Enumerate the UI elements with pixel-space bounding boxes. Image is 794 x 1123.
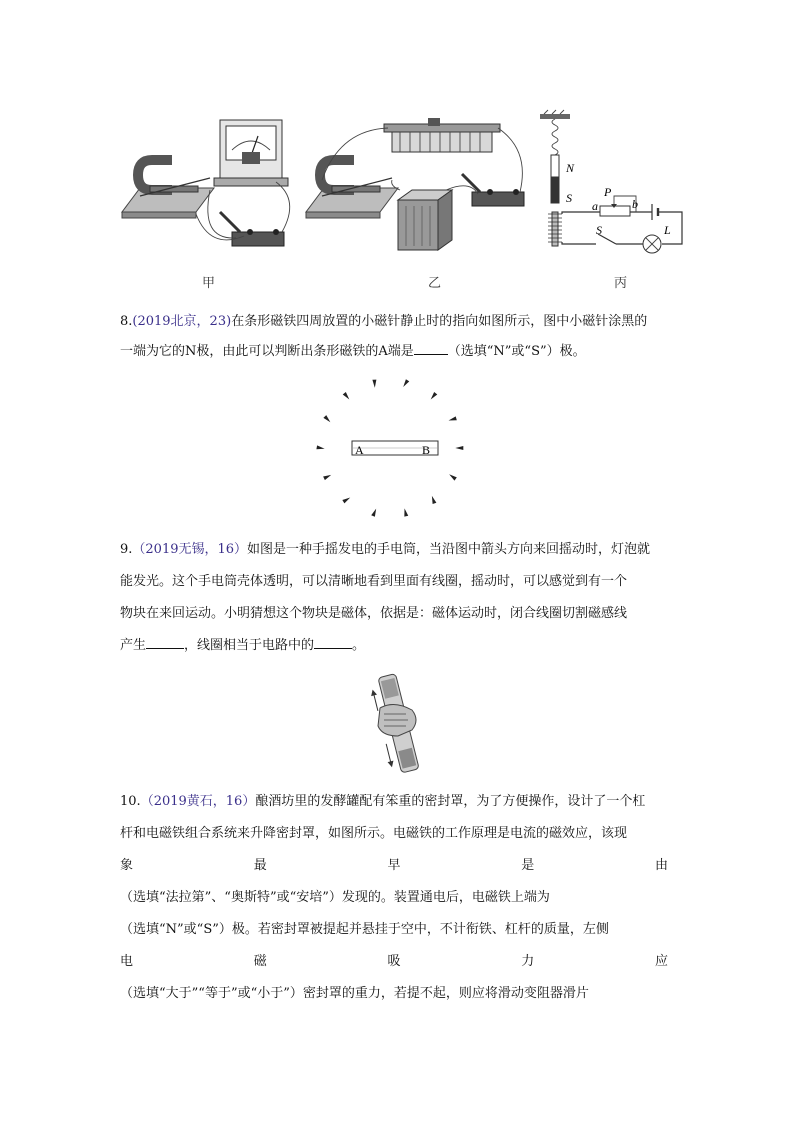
label-N: N <box>566 161 575 175</box>
q8-line1: 8.(2019北京，23)在条形磁铁四周放置的小磁针静止时的指向如图所示，图中小磁针涂黑的 <box>120 314 648 329</box>
compass-needle <box>342 496 351 504</box>
q10-line2: 杆和电磁铁组合系统来升降密封罩，如图所示。电磁铁的工作原理是电流的磁效应，该现 <box>120 826 628 841</box>
compass-needle <box>323 473 332 480</box>
setup-yi <box>306 118 524 250</box>
setup-bing <box>540 110 682 253</box>
q10-line1: 10.（2019黄石，16）酿酒坊里的发酵罐配有笨重的密封罩，为了方便操作，设计了一个杠 <box>120 794 646 809</box>
flashlight-figure <box>360 670 440 780</box>
q10-line4: （选填“法拉第”、“奥斯特”或“安培”）发现的。装置通电后，电磁铁上端为 <box>120 890 550 905</box>
label-b: b <box>632 197 638 211</box>
compass-needle <box>402 379 410 388</box>
label-P: P <box>604 185 612 199</box>
q8-number: 8. <box>120 314 133 329</box>
q9-line4: 产生 ，线圈相当于电路中的 。 <box>120 638 366 653</box>
q10-source: （2019黄石，16） <box>140 794 256 809</box>
compass-needle <box>429 392 437 401</box>
compass-needle <box>430 495 436 504</box>
q9-number: 9. <box>120 542 133 557</box>
q8-line2: 一端为它的N极，由此可以判断出条形磁铁的A端是 （选填“N”或“S”）极。 <box>120 344 586 359</box>
compass-needle <box>323 415 331 424</box>
q10-line3: 象 最 早 是 由 <box>120 858 668 873</box>
q10-number: 10. <box>120 794 141 809</box>
setup-jia <box>122 120 290 246</box>
q10-line5: （选填“N”或“S”）极。若密封罩被提起并悬挂于空中，不计衔铁、杠杆的质量，左侧 <box>120 922 609 937</box>
compass-needle <box>371 508 378 517</box>
compass-needle <box>343 392 351 401</box>
q9-line2: 能发光。这个手电筒壳体透明，可以清晰地看到里面有线圈，摇动时，可以感觉到有一个 <box>120 574 628 589</box>
label-S: S <box>566 191 572 205</box>
q9-line3: 物块在来回运动。小明猜想这个物块是磁体，依据是：磁体运动时，闭合线圈切割磁感线 <box>120 606 628 621</box>
magnet-label-b: B <box>422 443 431 457</box>
label-a: a <box>592 199 598 213</box>
compass-needle <box>455 446 463 450</box>
magnet-label-a: A <box>355 443 364 457</box>
q8-answer-blank[interactable] <box>414 342 448 355</box>
label-L: L <box>664 223 671 237</box>
compass-needle <box>448 416 457 422</box>
label-S-switch: S <box>596 223 602 237</box>
compass-needle <box>372 380 376 388</box>
q9-line1: 9.（2019无锡，16）如图是一种手摇发电的手电筒，当沿图中箭头方向来回摇动时，灯泡就 <box>120 542 651 557</box>
q9-source: （2019无锡，16） <box>132 542 248 557</box>
q9-answer-blank-1[interactable] <box>146 636 184 649</box>
q10-line7: （选填“大于”“等于”或“小于”）密封罩的重力，若提不起，则应将滑动变阻器滑片 <box>120 986 589 1001</box>
experiment-figure <box>0 0 794 300</box>
compass-needle <box>403 508 409 517</box>
caption-jia: 甲 <box>202 276 216 291</box>
compass-needle <box>448 473 457 481</box>
caption-yi: 乙 <box>428 276 442 291</box>
q10-line6: 电 磁 吸 力 应 <box>120 954 668 969</box>
caption-bing: 丙 <box>614 276 628 291</box>
q8-source: (2019北京，23) <box>132 314 232 329</box>
compass-figure <box>300 370 480 530</box>
compass-needle <box>316 445 325 450</box>
q9-answer-blank-2[interactable] <box>314 636 352 649</box>
